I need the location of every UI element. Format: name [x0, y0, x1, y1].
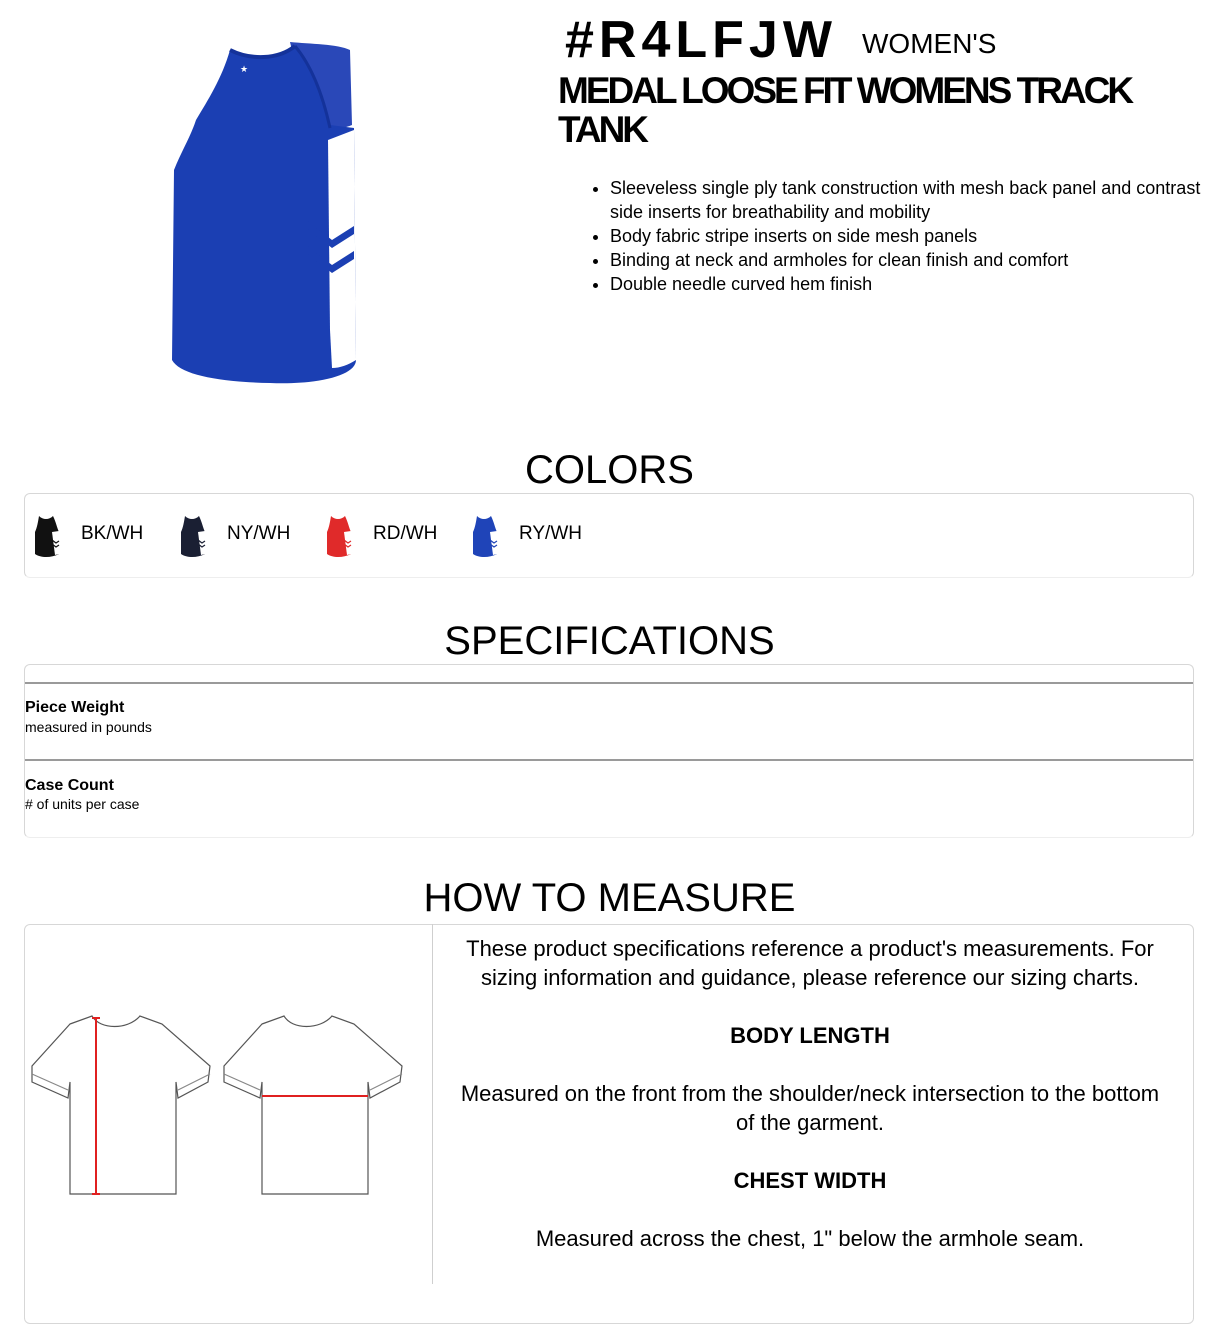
tank-thumbnail-icon: [471, 514, 499, 558]
measure-heading-body-length: BODY LENGTH: [730, 1023, 890, 1048]
svg-text:★: ★: [240, 65, 249, 75]
measure-intro: These product specifications reference a product's measurements. For sizing information and guidance, please reference our sizing charts.: [466, 936, 1154, 990]
spec-description: # of units per case: [25, 796, 140, 812]
tank-thumbnail-icon: [325, 514, 353, 558]
product-image: [160, 30, 370, 400]
spec-description: measured in pounds: [25, 719, 152, 735]
spec-name: Piece Weight: [25, 699, 125, 716]
measure-text-chest-width: Measured across the chest, 1" below the armhole seam.: [535, 1226, 1085, 1251]
body-length-diagram: [28, 1010, 218, 1200]
spec-name: Case Count: [25, 777, 114, 794]
measure-heading-chest-width: CHEST WIDTH: [733, 1168, 887, 1193]
measure-instructions: [460, 934, 1160, 1282]
feature-list: [588, 176, 1210, 296]
color-code: BK/WH: [81, 523, 144, 544]
colors-title: COLORS: [525, 448, 694, 492]
feature-item: • Binding at neck and armholes for clean finish and comfort: [610, 248, 1210, 272]
feature-item: • Sleeveless single ply tank construction with mesh back panel and contrast side inserts for breathability and mobility: [610, 176, 1210, 224]
divider: [25, 759, 1193, 761]
tank-thumbnail-icon: [33, 514, 61, 558]
style-number: #R4LFJW: [565, 11, 837, 69]
chest-width-diagram: [220, 1010, 410, 1200]
divider: [25, 682, 1193, 684]
tank-thumbnail-icon: [179, 514, 207, 558]
color-code: RD/WH: [373, 523, 438, 544]
product-name: MEDAL LOOSE FIT WOMENS TRACK TANK: [558, 70, 1132, 150]
feature-item: • Double needle curved hem finish: [610, 272, 1210, 296]
divider: [432, 924, 433, 1284]
color-code: NY/WH: [227, 523, 291, 544]
specifications-title: SPECIFICATIONS: [444, 619, 775, 663]
measure-text-body-length: Measured on the front from the shoulder/neck intersection to the bottom of the garment.: [460, 1081, 1160, 1135]
colors-panel: [24, 493, 1194, 578]
gender-label: WOMEN'S: [862, 28, 997, 59]
feature-item: • Body fabric stripe inserts on side mesh panels: [610, 224, 1210, 248]
color-code: RY/WH: [519, 523, 582, 544]
specifications-panel: [24, 664, 1194, 838]
how-to-measure-title: HOW TO MEASURE: [423, 876, 796, 920]
